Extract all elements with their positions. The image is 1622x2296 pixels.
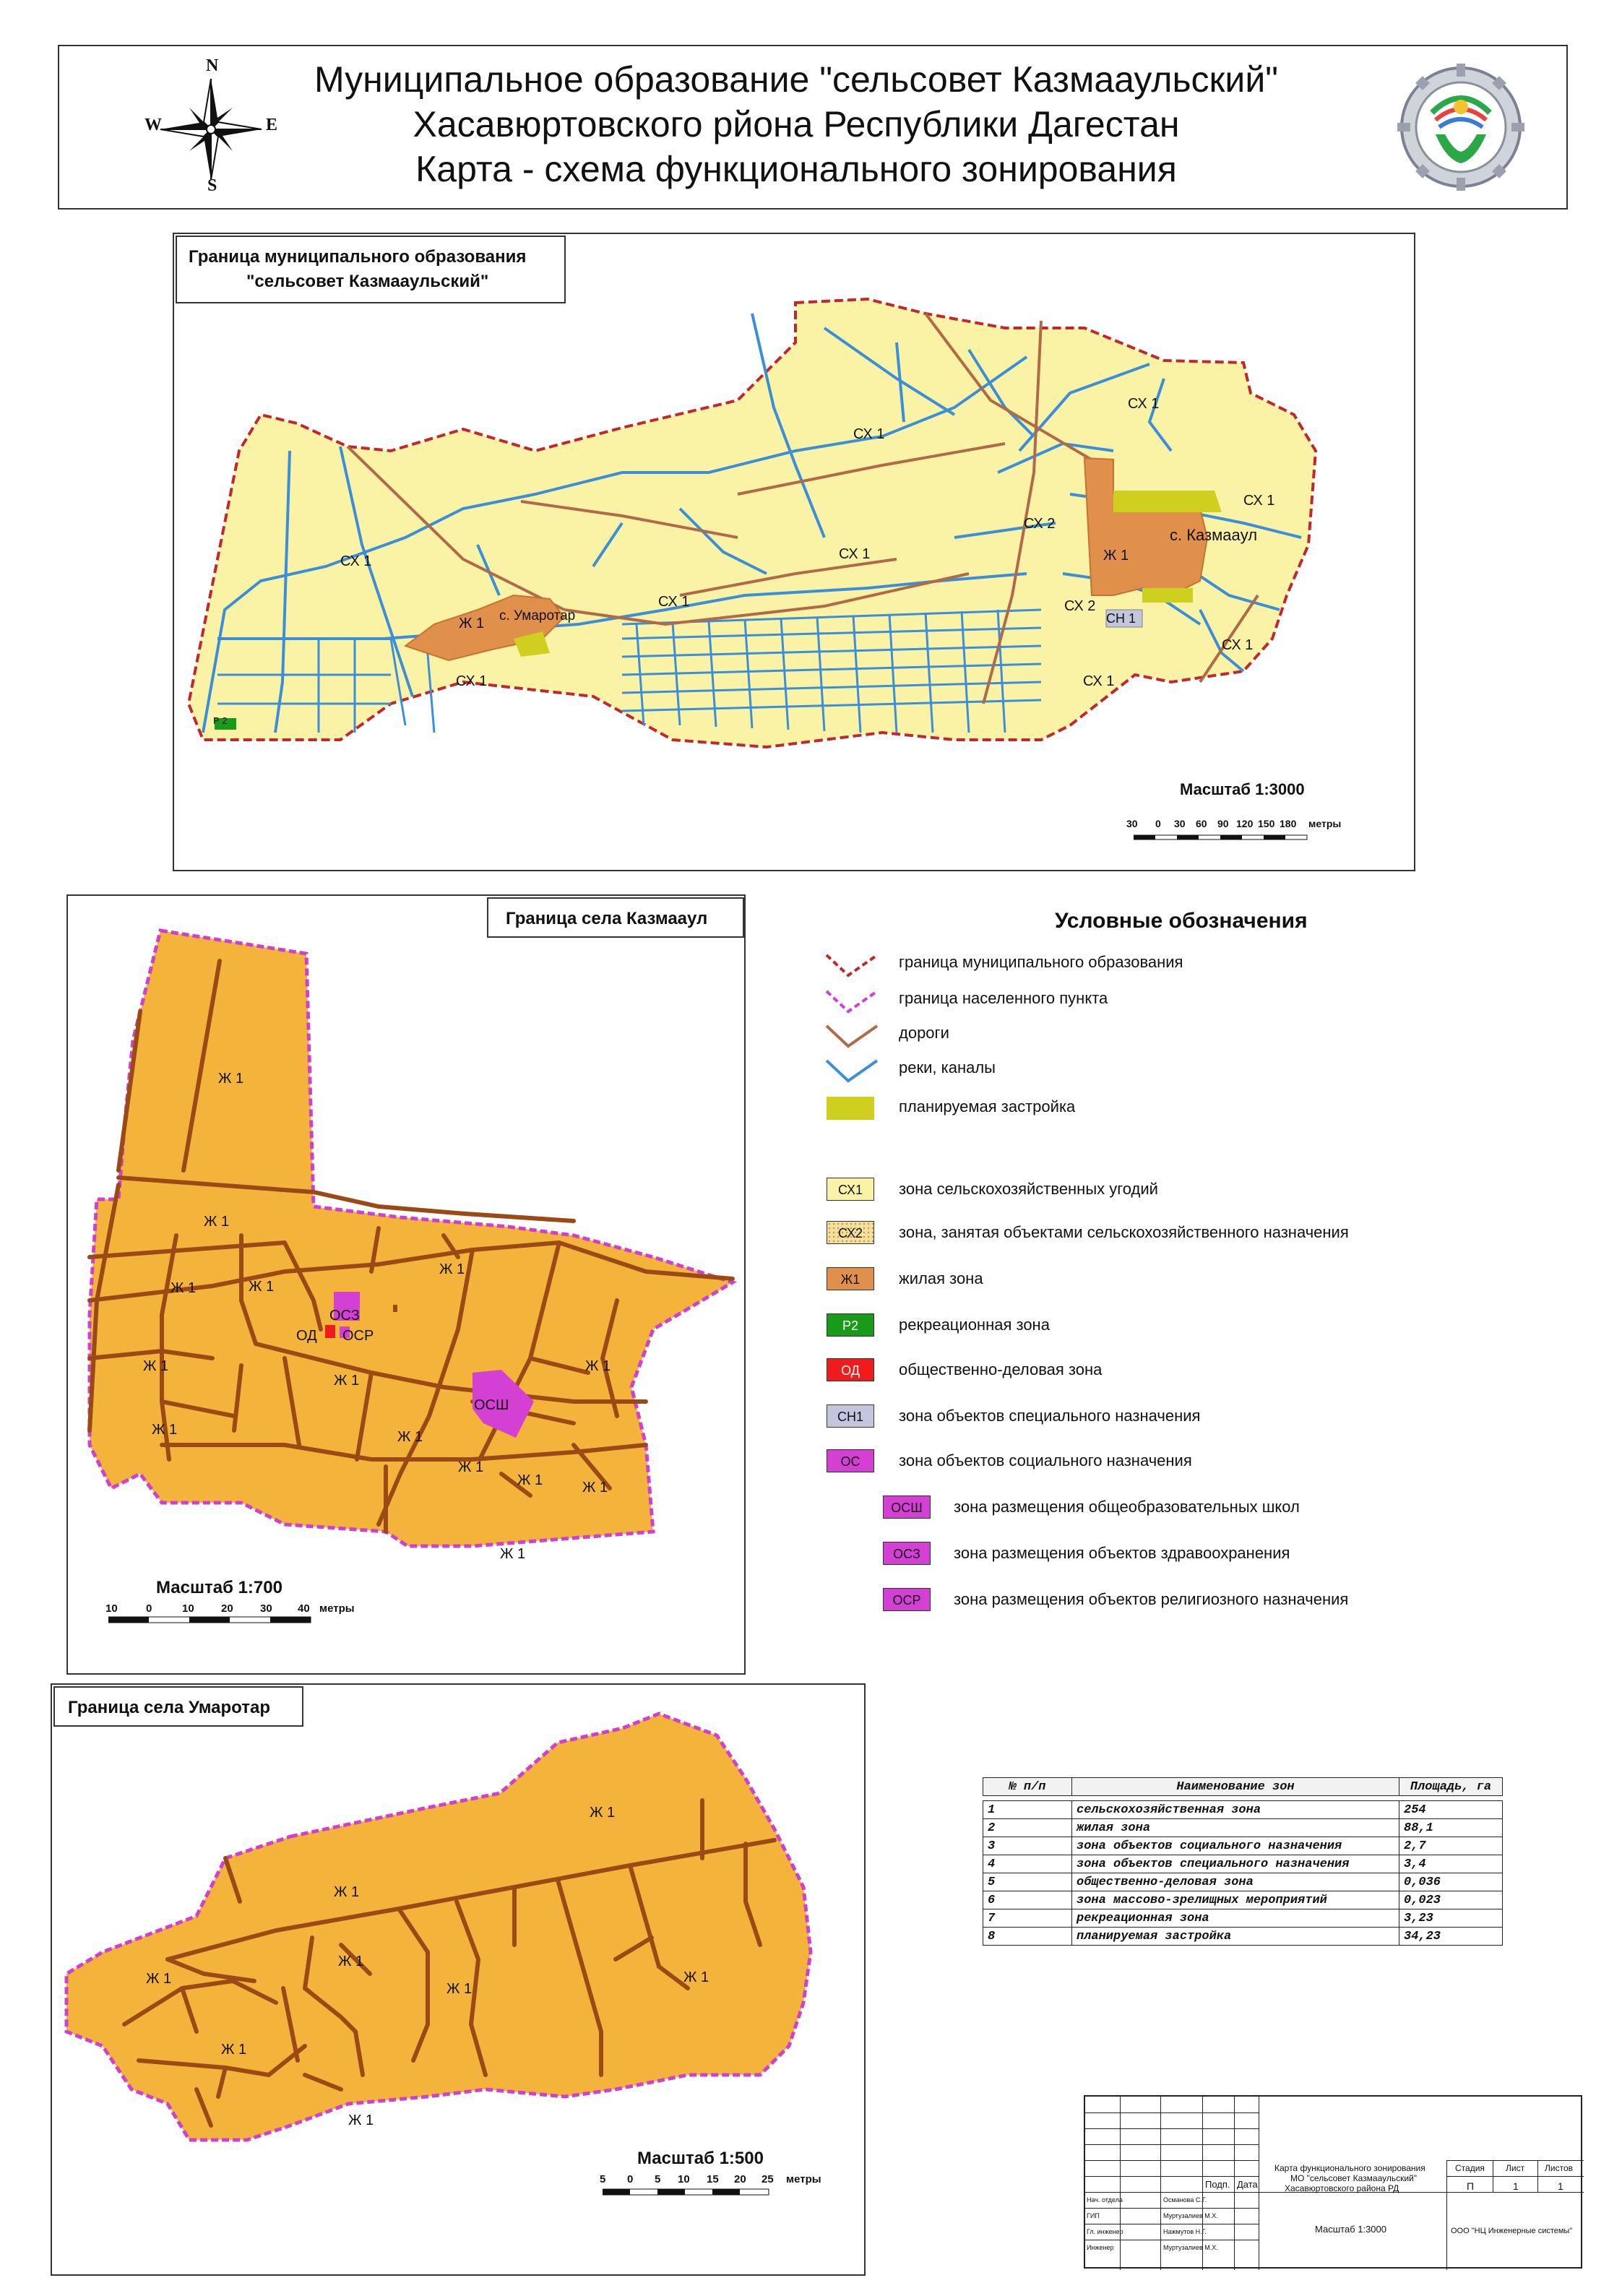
kazmaaul-caption-text: Граница села Казмаaул <box>506 909 708 928</box>
legend-settlement-boundary-text: граница населенного пункта <box>899 989 1108 1007</box>
legend-od-text: общественно-деловая зона <box>899 1360 1103 1378</box>
kz-label-l: Ж 1 <box>582 1480 608 1496</box>
cell: общественно-деловая зона <box>1072 1873 1399 1891</box>
cell: 3,4 <box>1399 1855 1503 1873</box>
label-r2: Р 2 <box>213 715 228 726</box>
cell: сельскохозяйственная зона <box>1072 1801 1399 1819</box>
kz-label-a: Ж 1 <box>204 1214 230 1230</box>
stamp-sheet: 1 <box>1513 2180 1519 2192</box>
cell: 6 <box>983 1891 1072 1909</box>
kazmaaul-map-frame: Граница села Казмаaул Ж 1 Ж 1 Ж 1 Ж 1 Ж 1 Ж 1 Ж 1 Ж 1 Ж 1 Ж 1 Ж 1 Ж 1 Ж 1 Ж 1 ОСЗ ОД ОСР ОСШ Масштаб 1:700 10 0 10 20 30 40 метры <box>66 894 746 1675</box>
cell: 8 <box>983 1928 1072 1946</box>
legend-os-text: зона объектов социального назначения <box>899 1451 1192 1469</box>
area-table-h-num: № п/п <box>983 1778 1072 1796</box>
legend-title: Условные обозначения <box>1055 909 1308 933</box>
stamp-org: ООО "НЦ Инженерные системы" <box>1451 2227 1573 2235</box>
title-block-text <box>276 59 1316 204</box>
district-emblem-icon <box>1396 62 1526 192</box>
legend-mo-boundary-text: граница муниципального образования <box>899 953 1183 971</box>
stamp-sign-label: Подп. <box>1205 2179 1230 2190</box>
stamp-project-l3: Хасавюртовского района РД <box>1285 2183 1399 2193</box>
kazmaaul-scale-bar <box>108 1615 325 1626</box>
stamp-name-3: Нажмутов Н.Г. <box>1163 2228 1207 2235</box>
label-sn1: СН 1 <box>1106 611 1136 626</box>
legend-sn1-swatch: СН1 <box>827 1404 874 1428</box>
small-building <box>393 1305 397 1312</box>
umarotar-map-svg <box>52 1685 864 2274</box>
table-row <box>983 1873 1503 1891</box>
cell: 34,23 <box>1399 1928 1503 1946</box>
main-map-caption-l1: Граница муниципального образования <box>189 247 527 267</box>
kz-label-e: Ж 1 <box>143 1358 169 1374</box>
table-row <box>983 1928 1503 1946</box>
label-sx1-i: СХ 1 <box>1083 673 1115 689</box>
compass-n: N <box>206 56 219 75</box>
stamp-project-l2: МО "сельсовет Казмааульский" <box>1290 2173 1418 2183</box>
legend <box>809 903 1532 1633</box>
cell: зона массово-зрелищных мероприятий <box>1072 1891 1399 1909</box>
area-table-wrap <box>983 1777 1503 1946</box>
legend-rivers-icon <box>824 1056 881 1085</box>
stamp-sheets-label: Листов <box>1545 2163 1573 2173</box>
legend-planned-text: планируемая застройка <box>899 1097 1076 1115</box>
label-sx1-f: СХ 1 <box>658 594 690 610</box>
kz-label-b: Ж 1 <box>171 1280 197 1296</box>
legend-sx1-swatch: СХ1 <box>827 1178 874 1201</box>
legend-osz-text: зона размещения объектов здравоохранения <box>954 1544 1290 1562</box>
cell: 3 <box>983 1837 1072 1855</box>
label-sx2-a: СХ 2 <box>1024 516 1056 532</box>
legend-planned-swatch <box>827 1097 874 1120</box>
cell: 1 <box>983 1801 1072 1819</box>
table-row <box>983 1855 1503 1873</box>
legend-zh1-text: жилая зона <box>899 1269 983 1287</box>
cell: 254 <box>1399 1801 1503 1819</box>
legend-zh1-swatch: Ж1 <box>827 1267 874 1290</box>
title-line-3: Карта - схема функционального зонирования <box>415 149 1177 189</box>
cell: жилая зона <box>1072 1819 1399 1837</box>
um-label-d: Ж 1 <box>146 1971 172 1987</box>
legend-settlement-boundary-icon <box>824 987 881 1016</box>
kz-label-m: Ж 1 <box>500 1546 526 1562</box>
umarotar-caption-text: Граница села Умаротар <box>68 1698 270 1717</box>
table-row <box>983 1909 1503 1928</box>
area-table-h-area: Площадь, га <box>1399 1778 1503 1796</box>
kazmaaul-caption <box>487 897 744 938</box>
stamp-role-2: ГИП <box>1087 2212 1100 2219</box>
label-sx1-d: СХ 1 <box>340 553 372 569</box>
stamp-sheets: 1 <box>1558 2180 1563 2192</box>
um-label-e: Ж 1 <box>447 1981 473 1997</box>
main-map-caption <box>176 236 566 303</box>
um-label-g: Ж 1 <box>221 2042 247 2058</box>
um-label-c: Ж 1 <box>338 1954 364 1969</box>
umarotar-scale-bar <box>603 2188 776 2198</box>
cell: 2,7 <box>1399 1837 1503 1855</box>
compass-w: W <box>144 116 162 134</box>
stamp-name-1: Османова С.Г. <box>1163 2196 1207 2204</box>
compass-s: S <box>207 176 217 195</box>
kazmaaul-scale-label: Масштаб 1:700 <box>156 1578 282 1597</box>
area-table-h-name: Наименование зон <box>1072 1778 1399 1796</box>
cell: рекреационная зона <box>1072 1909 1399 1928</box>
kz-label-f: Ж 1 <box>334 1373 360 1389</box>
legend-os-swatch: ОС <box>827 1449 874 1472</box>
kz-label-d: Ж 1 <box>439 1261 465 1277</box>
label-zh1-b: Ж 1 <box>459 616 485 631</box>
stamp-name-4: Муртузалиев М.Х. <box>1163 2244 1218 2251</box>
main-map-caption-l2: "сельсовет Казмааульский" <box>246 272 489 291</box>
area-table-spacer <box>983 1796 1503 1801</box>
cell: зона объектов специального назначения <box>1072 1855 1399 1873</box>
label-village-kazmaaul: с. Казмаaул <box>1170 526 1258 544</box>
stamp-project-l1: Карта функционального зонирования <box>1274 2163 1425 2173</box>
table-row <box>983 1819 1503 1837</box>
um-label-h: Ж 1 <box>348 2112 374 2128</box>
kz-label-j: Ж 1 <box>458 1459 484 1475</box>
kazmaaul-map-svg <box>68 896 744 1673</box>
label-village-umarotar: с. Умаротар <box>499 608 576 623</box>
legend-sn1-text: зона объектов специального назначения <box>899 1407 1201 1425</box>
legend-sx1-text: зона сельскохозяйственных угодий <box>899 1180 1158 1198</box>
label-sx1-a: СХ 1 <box>853 426 885 442</box>
umarotar-map-frame: Граница села Умаротар Ж 1 Ж 1 Ж 1 Ж 1 Ж 1 Ж 1 Ж 1 Ж 1 Масштаб 1:500 5 0 5 10 15 20 25 метры <box>51 1683 866 2276</box>
stamp-sheet-label: Лист <box>1506 2163 1525 2173</box>
stamp-role-1: Нач. отдела <box>1087 2196 1123 2204</box>
table-row <box>983 1891 1503 1909</box>
legend-sx2-swatch: СХ2 <box>827 1221 874 1244</box>
table-row <box>983 1837 1503 1855</box>
label-sx1-c: СХ 1 <box>1243 493 1275 509</box>
um-label-f: Ж 1 <box>683 1969 709 1985</box>
legend-roads-text: дороги <box>899 1024 949 1042</box>
label-sx1-b: СХ 1 <box>1128 396 1160 412</box>
title-line-2: Хасавюртовского рйона Республики Дагестан <box>413 104 1180 144</box>
label-zh1-a: Ж 1 <box>1103 548 1129 564</box>
umarotar-territory <box>66 1714 811 2140</box>
legend-roads-icon <box>824 1022 881 1050</box>
header-frame <box>58 45 1568 210</box>
legend-rivers-text: реки, каналы <box>899 1058 996 1076</box>
legend-osr-text: зона размещения объектов религиозного назначения <box>954 1590 1349 1608</box>
label-sx2-b: СХ 2 <box>1064 598 1096 614</box>
legend-mo-boundary-icon <box>824 951 881 980</box>
cell: планируемая застройка <box>1072 1928 1399 1946</box>
main-map-frame: Граница муниципального образования "сельсовет Казмааульский" СХ 1 СХ 1 СХ 1 СХ 1 СХ 1 СХ 1 СХ 1 СХ 1 СХ 1 СХ 2 СХ 2 Ж 1 Ж 1 СН 1 с. Умаротар с. Казмаaул Р 2 Масштаб 1:3000 30 0 30 60 90 120 150 180 метры <box>173 233 1415 871</box>
label-sx1-h: СХ 1 <box>456 673 488 689</box>
table-row <box>983 1801 1503 1819</box>
stamp-name-2: Муртузалиев М.Х. <box>1163 2212 1218 2219</box>
cell: 5 <box>983 1873 1072 1891</box>
area-table <box>983 1777 1503 1946</box>
legend-osh-text: зона размещения общеобразовательных школ <box>954 1498 1300 1516</box>
legend-od-swatch: ОД <box>827 1358 874 1381</box>
cell: 88,1 <box>1399 1819 1503 1837</box>
cell: 7 <box>983 1909 1072 1928</box>
cell: 0,023 <box>1399 1891 1503 1909</box>
stamp-stage: П <box>1467 2180 1475 2192</box>
kazmaaul-planned-2 <box>1142 588 1193 603</box>
legend-r2-text: рекреационная зона <box>899 1316 1050 1334</box>
kz-label-c: Ж 1 <box>249 1279 275 1295</box>
kz-label-k: Ж 1 <box>517 1472 543 1488</box>
legend-sx2-text: зона, занятая объектами сельскохозяйственного назначения <box>899 1223 1349 1241</box>
kz-label-i: Ж 1 <box>397 1429 423 1445</box>
legend-osz-swatch: ОСЗ <box>883 1542 931 1565</box>
area-table-header <box>983 1778 1503 1796</box>
title-line-1: Муниципальное образование "сельсовет Казмааульский" <box>314 59 1279 100</box>
kz-label-osh: ОСШ <box>474 1397 509 1413</box>
cell: 3,23 <box>1399 1909 1503 1928</box>
cell: 0,036 <box>1399 1873 1503 1891</box>
compass-e: E <box>266 116 278 134</box>
legend-r2-swatch: Р2 <box>827 1313 874 1337</box>
stamp-role-3: Гл. инженер <box>1087 2228 1123 2235</box>
kazmaaul-planned <box>1113 491 1222 512</box>
label-sx1-e: СХ 1 <box>839 546 871 562</box>
umarotar-caption <box>53 1686 303 1727</box>
stamp-scale: Масштаб 1:3000 <box>1315 2224 1386 2235</box>
stamp-date-label: Дата <box>1237 2179 1258 2190</box>
kz-label-osz: ОСЗ <box>329 1308 360 1324</box>
cell: зона объектов социального назначения <box>1072 1837 1399 1855</box>
od-zone <box>325 1325 335 1338</box>
main-map-svg <box>174 234 1414 870</box>
kz-label-osr: ОСР <box>342 1328 374 1344</box>
legend-osr-swatch: ОСР <box>883 1588 931 1611</box>
umarotar-scale-label: Масштаб 1:500 <box>637 2149 764 2168</box>
kz-label-top: Ж 1 <box>218 1071 244 1087</box>
cell: 2 <box>983 1819 1072 1837</box>
legend-osh-swatch: ОСШ <box>883 1496 931 1519</box>
stamp-stage-label: Стадия <box>1455 2163 1485 2173</box>
um-label-b: Ж 1 <box>334 1884 360 1900</box>
kz-label-od: ОД <box>296 1328 317 1344</box>
stamp-role-4: Инженер <box>1087 2244 1114 2251</box>
label-sx1-g: СХ 1 <box>1222 637 1254 653</box>
kz-label-g: Ж 1 <box>585 1358 611 1374</box>
um-label-a: Ж 1 <box>590 1805 616 1821</box>
cell: 4 <box>983 1855 1072 1873</box>
main-map-scale-label: Масштаб 1:3000 <box>1180 780 1305 798</box>
title-block <box>1084 2095 1582 2269</box>
kz-label-h: Ж 1 <box>152 1422 178 1438</box>
